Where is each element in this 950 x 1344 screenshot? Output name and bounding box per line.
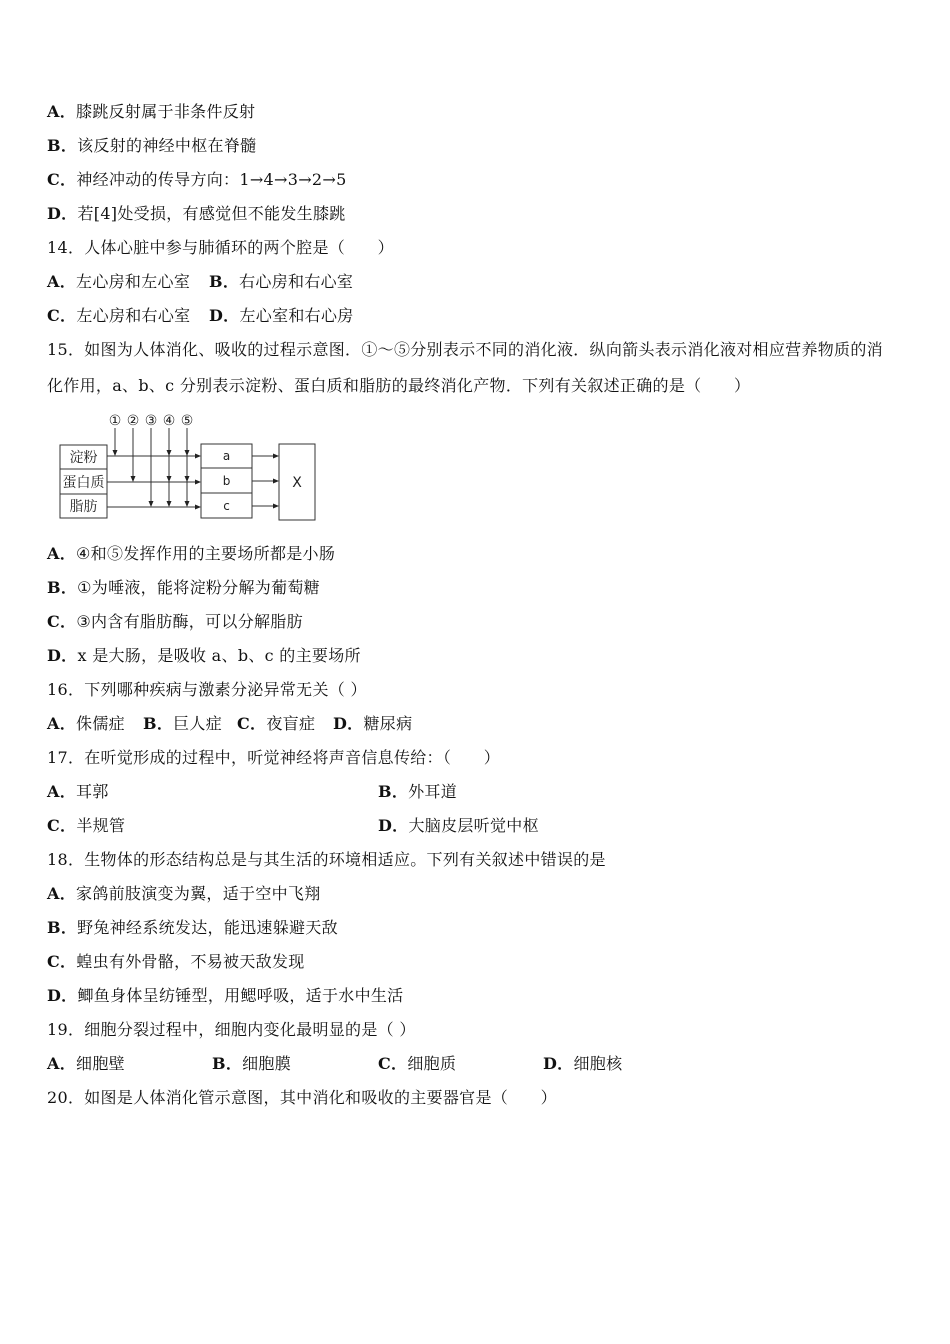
juice-label-2: ② [126,413,140,429]
juice-label-4: ④ [162,413,176,429]
juice-label-5: ⑤ [180,413,194,429]
product-label-b: b [222,474,231,488]
option-label: C． [47,170,77,189]
option-text: ①为唾液，能将淀粉分解为葡萄糖 [77,578,320,597]
juice-5-arrowhead-starch [185,450,190,456]
juice-5-arrowhead-protein [185,476,190,482]
option-label: A． [47,884,77,903]
option-text: 若[4]处受损，有感觉但不能发生膝跳 [77,204,346,223]
juice-4-arrowhead-fat [167,501,172,507]
q19-option-b [212,1054,291,1074]
option-text: ④和⑤发挥作用的主要场所都是小肠 [76,544,336,563]
digestion-diagram [50,408,325,526]
q13-option-b [47,136,256,156]
option-label: D． [47,204,78,223]
juice-label-1: ① [108,413,122,429]
option-label: C． [237,714,267,733]
juice-5-arrowhead-fat [185,501,190,507]
option-label: C． [47,306,77,325]
fat-flow-arrowhead [195,505,201,510]
option-label: D． [333,714,364,733]
juice-4-arrowhead-starch [167,450,172,456]
q14-option-a [47,272,190,292]
option-label: B． [212,1054,243,1073]
option-text: 糖尿病 [363,714,413,733]
option-text: 家鸽前肢演变为翼，适于空中飞翔 [76,884,321,903]
q15-option-b [47,578,320,598]
option-text: 侏儒症 [76,714,125,733]
option-text: 蝗虫有外骨骼，不易被天敌发现 [76,952,305,971]
option-label: A． [47,714,77,733]
option-text: 该反射的神经中枢在脊髓 [77,136,257,155]
option-label: D． [47,986,78,1005]
option-text: 左心室和右心房 [239,306,354,325]
option-label: D． [209,306,240,325]
option-text: 夜盲症 [266,714,316,733]
q13-option-d [47,204,346,224]
q17-option-d [378,816,539,836]
option-text: 耳郭 [76,782,109,801]
option-text: 左心房和右心室 [76,306,191,325]
product-b-arrowhead [273,479,279,484]
q17-option-a [47,782,109,802]
q14-stem: 14．人体心脏中参与肺循环的两个腔是（ ） [47,238,394,257]
option-label: A． [47,1054,77,1073]
option-label: B． [47,918,78,937]
q15-option-a [47,544,335,564]
product-label-c: c [223,499,230,513]
option-label: B． [378,782,409,801]
option-text: 左心房和左心室 [76,272,191,291]
q19-option-a [47,1054,125,1074]
juice-1-arrowhead-starch [113,450,118,456]
option-label: B． [143,714,174,733]
q19-option-c [378,1054,456,1074]
q20-stem: 20．如图是人体消化管示意图，其中消化和吸收的主要器官是（ ） [47,1088,557,1107]
starch-flow-arrowhead [195,454,201,459]
juice-4-arrowhead-protein [167,476,172,482]
q17-stem: 17．在听觉形成的过程中，听觉神经将声音信息传给：（ ） [47,748,501,767]
q19-stem: 19．细胞分裂过程中，细胞内变化最明显的是（ ） [47,1020,416,1039]
q17-option-c [47,816,125,836]
option-text: 外耳道 [408,782,458,801]
option-text: ③内含有脂肪酶，可以分解脂肪 [76,612,303,631]
q16-option-a [47,714,125,734]
option-text: 细胞质 [407,1054,457,1073]
option-label: C． [47,952,77,971]
product-a-arrowhead [273,454,279,459]
q18-option-c [47,952,305,972]
option-text: 右心房和右心室 [239,272,354,291]
q18-stem: 18．生物体的形态结构总是与其生活的环境相适应。下列有关叙述中错误的是 [47,850,606,869]
q14-option-b [209,272,353,292]
q13-option-a [47,102,255,122]
option-label: C． [47,816,77,835]
q18-option-b [47,918,338,938]
q16-option-d [333,714,412,734]
option-label: A． [47,782,77,801]
q16-option-b [143,714,222,734]
option-text: 野兔神经系统发达，能迅速躲避天敌 [77,918,338,937]
juice-3-arrowhead-fat [149,501,154,507]
option-text: x 是大肠，是吸收 a、b、c 的主要场所 [77,646,361,665]
nutrient-label-protein: 蛋白质 [62,475,105,491]
option-text: 膝跳反射属于非条件反射 [76,102,256,121]
option-label: B． [209,272,240,291]
option-label: D． [378,816,409,835]
option-text: 大脑皮层听觉中枢 [408,816,539,835]
option-label: C． [378,1054,408,1073]
juice-label-3: ③ [144,413,158,429]
q15-stem-line2: 化作用，a、b、c 分别表示淀粉、蛋白质和脂肪的最终消化产物．下列有关叙述正确的是（ ） [47,376,751,395]
option-text: 巨人症 [173,714,223,733]
option-label: B． [47,578,78,597]
option-text: 细胞核 [573,1054,623,1073]
nutrient-label-fat: 脂肪 [69,499,98,515]
q18-option-a [47,884,321,904]
option-label: D． [543,1054,574,1073]
q13-option-c [47,170,347,190]
q16-stem: 16．下列哪种疾病与激素分泌异常无关（ ） [47,680,367,699]
q18-option-d [47,986,404,1006]
organ-label-x: X [292,475,302,491]
q15-option-c [47,612,303,632]
option-text: 鲫鱼身体呈纺锤型，用鳃呼吸，适于水中生活 [77,986,404,1005]
q14-option-c [47,306,190,326]
juice-2-arrowhead-protein [131,476,136,482]
protein-flow-arrowhead [195,480,201,485]
product-c-arrowhead [273,504,279,509]
q17-option-b [378,782,457,802]
product-label-a: a [222,449,231,463]
option-label: B． [47,136,78,155]
nutrient-label-starch: 淀粉 [69,450,98,466]
q16-option-c [237,714,315,734]
q15-stem-line1: 15．如图为人体消化、吸收的过程示意图．①～⑤分别表示不同的消化液．纵向箭头表示消化液对相应营养物质的消 [47,340,883,359]
option-text: 半规管 [76,816,126,835]
option-label: C． [47,612,77,631]
option-text: 细胞膜 [242,1054,292,1073]
option-label: A． [47,272,77,291]
q19-option-d [543,1054,622,1074]
q15-option-d [47,646,361,666]
option-text: 神经冲动的传导方向：1→4→3→2→5 [76,170,347,189]
option-label: D． [47,646,78,665]
option-text: 细胞壁 [76,1054,125,1073]
option-label: A． [47,102,77,121]
q14-option-d [209,306,354,326]
option-label: A． [47,544,77,563]
